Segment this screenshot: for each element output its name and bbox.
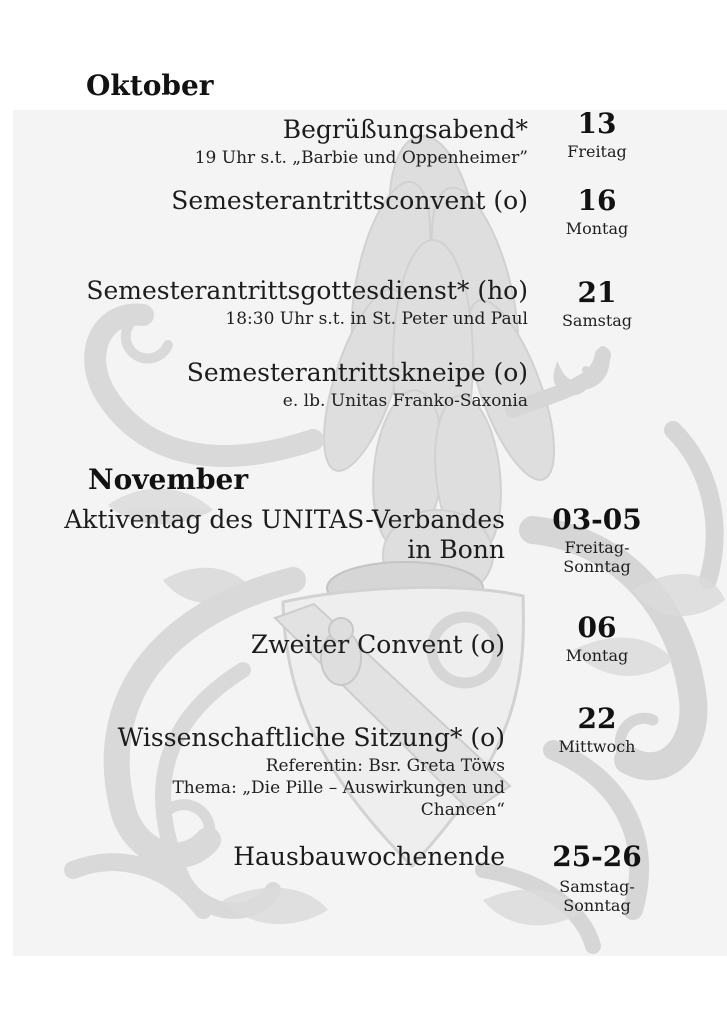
- date-number: 22: [577, 702, 617, 735]
- event-wissenschaftliche-sitzung: [0, 723, 505, 821]
- event-aktiventag: [0, 505, 505, 565]
- event-date-begruessungsabend: [549, 107, 645, 161]
- event-title-line: Aktiventag des UNITAS-Verbandes: [64, 505, 505, 534]
- event-subtitle-line: Chancen“: [420, 800, 505, 820]
- date-number: 13: [577, 107, 617, 140]
- event-zweiter-convent: [0, 630, 505, 660]
- date-day-line: Samstag-: [559, 877, 635, 896]
- date-day: Montag: [565, 219, 629, 238]
- event-semesterantrittsconvent: [0, 186, 528, 216]
- date-number: 25-26: [552, 840, 642, 873]
- event-title-line: in Bonn: [407, 535, 505, 564]
- event-subtitle: 18:30 Uhr s.t. in St. Peter und Paul: [225, 309, 528, 329]
- date-number: 21: [577, 276, 617, 309]
- event-begruessungsabend: [0, 115, 528, 169]
- event-title: Zweiter Convent (o): [250, 630, 505, 659]
- date-number: 03-05: [552, 503, 642, 536]
- event-semesterantrittskneipe: [0, 358, 528, 412]
- month-heading-november: November: [88, 463, 249, 496]
- event-date-semesterantrittsconvent: [549, 184, 645, 238]
- event-subtitle: e. lb. Unitas Franko-Saxonia: [282, 391, 528, 411]
- event-hausbauwochenende: [0, 842, 505, 872]
- date-day-line: Sonntag: [563, 896, 631, 915]
- date-day: Mittwoch: [558, 737, 636, 756]
- date-day: Montag: [565, 646, 629, 665]
- event-date-hausbauwochenende: [549, 840, 645, 915]
- event-title: Semesterantrittsconvent (o): [171, 186, 528, 215]
- event-subtitle-line: Referentin: Bsr. Greta Töws: [265, 756, 505, 776]
- month-heading-oktober: Oktober: [86, 69, 214, 102]
- date-day: Freitag: [567, 142, 627, 161]
- event-title: Semesterantrittskneipe (o): [186, 358, 528, 387]
- event-date-semesterantrittsgottesdienst: [549, 276, 645, 330]
- event-title: Hausbauwochenende: [233, 842, 505, 871]
- event-subtitle-line: Thema: „Die Pille – Auswirkungen und: [172, 778, 505, 798]
- date-day-line: Freitag-: [564, 538, 630, 557]
- event-date-zweiter-convent: [549, 611, 645, 665]
- event-title: Semesterantrittsgottesdienst* (ho): [86, 276, 528, 305]
- date-number: 16: [577, 184, 617, 217]
- date-day-line: Sonntag: [563, 557, 631, 576]
- date-number: 06: [577, 611, 617, 644]
- event-title: Wissenschaftliche Sitzung* (o): [117, 723, 505, 752]
- event-date-wissenschaftliche-sitzung: [549, 702, 645, 756]
- event-semesterantrittsgottesdienst: [0, 276, 528, 330]
- date-day: Samstag: [561, 311, 633, 330]
- event-title: Begrüßungsabend*: [282, 115, 528, 144]
- event-subtitle: 19 Uhr s.t. „Barbie und Oppenheimer”: [194, 148, 528, 168]
- event-date-aktiventag: [549, 503, 645, 576]
